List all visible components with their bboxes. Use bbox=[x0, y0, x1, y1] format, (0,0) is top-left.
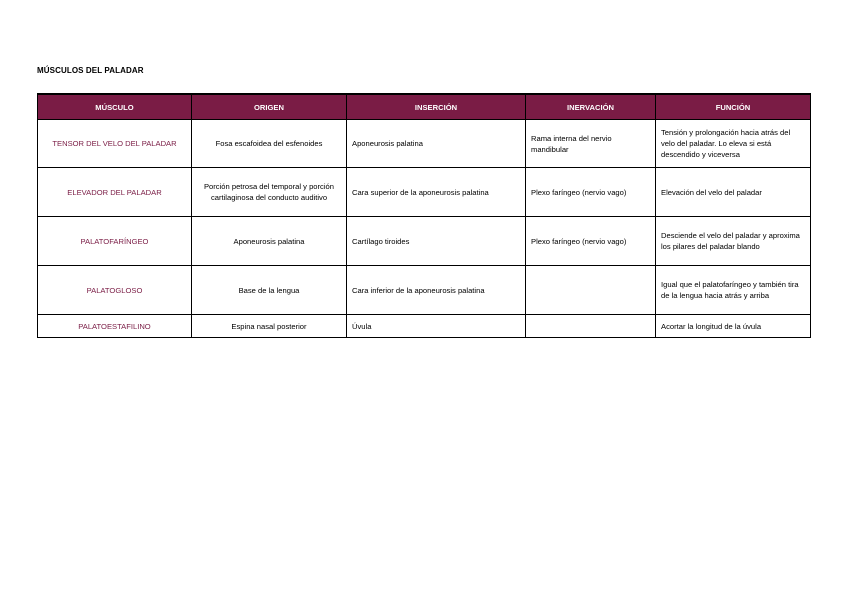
header-funcion: FUNCIÓN bbox=[656, 94, 811, 120]
header-origen: ORIGEN bbox=[192, 94, 347, 120]
cell-funcion: Elevación del velo del paladar bbox=[656, 168, 811, 217]
header-insercion: INSERCIÓN bbox=[347, 94, 526, 120]
cell-inervacion: Plexo faríngeo (nervio vago) bbox=[526, 217, 656, 266]
cell-funcion: Desciende el velo del paladar y aproxima los pilares del paladar blando bbox=[656, 217, 811, 266]
cell-musculo: TENSOR DEL VELO DEL PALADAR bbox=[38, 120, 192, 168]
cell-insercion: Cartílago tiroides bbox=[347, 217, 526, 266]
cell-inervacion bbox=[526, 266, 656, 315]
cell-origen: Aponeurosis palatina bbox=[192, 217, 347, 266]
table-row bbox=[38, 168, 811, 217]
cell-insercion: Cara superior de la aponeurosis palatina bbox=[347, 168, 526, 217]
cell-origen: Espina nasal posterior bbox=[192, 315, 347, 338]
header-inervacion: INERVACIÓN bbox=[526, 94, 656, 120]
cell-inervacion: Rama interna del nervio mandibular bbox=[526, 120, 656, 168]
header-musculo: MÚSCULO bbox=[38, 94, 192, 120]
cell-musculo: ELEVADOR DEL PALADAR bbox=[38, 168, 192, 217]
cell-insercion: Aponeurosis palatina bbox=[347, 120, 526, 168]
table-row bbox=[38, 266, 811, 315]
table-row bbox=[38, 315, 811, 338]
cell-inervacion bbox=[526, 315, 656, 338]
table-row bbox=[38, 217, 811, 266]
cell-funcion: Igual que el palatofaríngeo y también tira de la lengua hacia atrás y arriba bbox=[656, 266, 811, 315]
cell-funcion: Acortar la longitud de la úvula bbox=[656, 315, 811, 338]
cell-musculo: PALATOGLOSO bbox=[38, 266, 192, 315]
cell-origen: Porción petrosa del temporal y porción cartilaginosa del conducto auditivo bbox=[192, 168, 347, 217]
cell-origen: Fosa escafoidea del esfenoides bbox=[192, 120, 347, 168]
cell-musculo: PALATOESTAFILINO bbox=[38, 315, 192, 338]
table-header-row bbox=[38, 94, 811, 120]
cell-musculo: PALATOFARÍNGEO bbox=[38, 217, 192, 266]
muscles-table bbox=[37, 93, 811, 338]
cell-insercion: Cara inferior de la aponeurosis palatina bbox=[347, 266, 526, 315]
cell-insercion: Úvula bbox=[347, 315, 526, 338]
document-title: MÚSCULOS DEL PALADAR bbox=[37, 66, 144, 75]
table-row bbox=[38, 120, 811, 168]
cell-inervacion: Plexo faríngeo (nervio vago) bbox=[526, 168, 656, 217]
cell-origen: Base de la lengua bbox=[192, 266, 347, 315]
cell-funcion: Tensión y prolongación hacia atrás del velo del paladar. Lo eleva si está descendido y viceversa bbox=[656, 120, 811, 168]
